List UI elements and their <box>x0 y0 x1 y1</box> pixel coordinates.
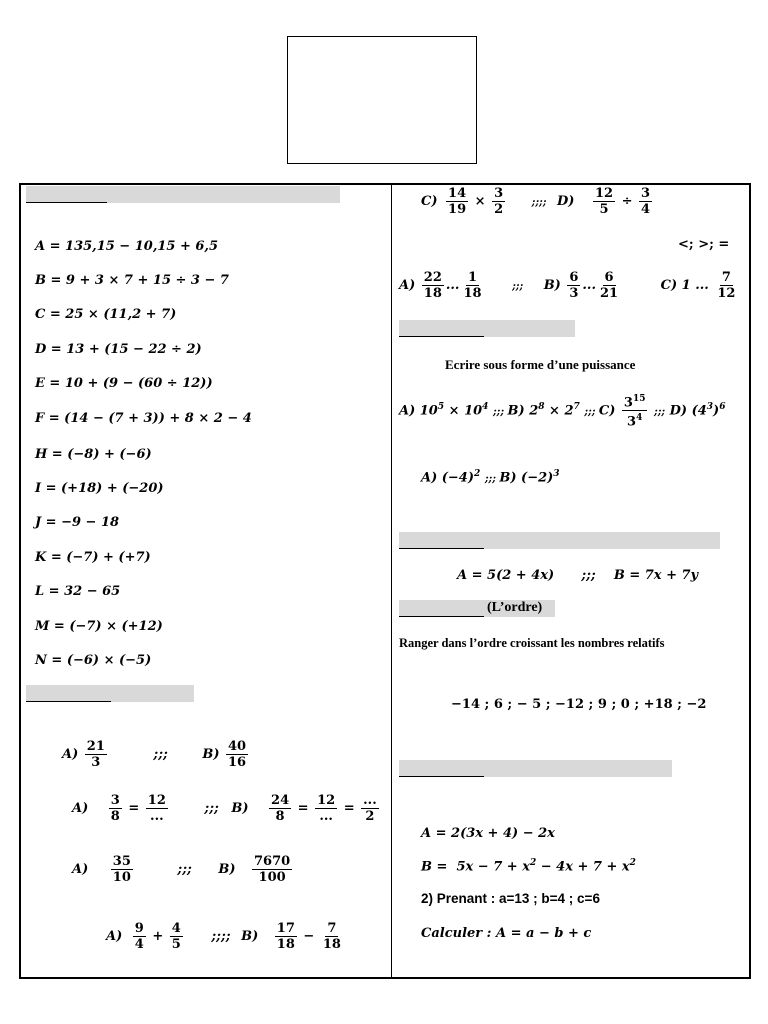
expr-n: N = (−6) × (−5) <box>35 653 152 668</box>
powers-instruction: Ecrire sous forme d’une puissance <box>445 357 636 372</box>
last-expr-a: A = 2(3x + 4) − 2x <box>421 826 555 841</box>
fraction-row-c-d: C) $\frac{14}{19}$ × $\frac{3}{2}$ ;;;; D) $\frac{12}{5}$ ÷ $\frac{3}{4}$ <box>421 186 651 217</box>
order-instruction: Ranger dans l’ordre croissant les nombres relatifs <box>399 636 665 650</box>
prenant-line: 2) Prenant : a=13 ; b=4 ; c=6 <box>421 891 600 906</box>
calculer-line: Calculer : A = a − b + c <box>421 926 592 941</box>
fraction-row-3: A) $\frac{35}{10}$ ;;; B) $\frac{7670}{100}$ <box>72 854 291 885</box>
section-header-bar-3 <box>399 320 575 337</box>
expr-i: I = (+18) + (−20) <box>35 481 164 496</box>
expand-line: A = 5(2 + 4x) ;;; B = 7x + 7y <box>457 568 699 583</box>
order-heading: (L’ordre) <box>487 600 543 615</box>
powers-line-1: A) $10^5 \times 10^4$ ;;; B) $2^8 \times 2^7$ ;;; C) $\frac{3^{15}}{3^4}$ ;;; D) $(4^3)^6$ <box>399 394 726 430</box>
expr-h: H = (−8) + (−6) <box>35 447 152 462</box>
fraction-row-2: A) $\frac{3}{8}$ = $\frac{12}{...}$ ;;; B) $\frac{24}{8}$ = $\frac{12}{...}$ = $\frac{...}{2}$ <box>72 793 377 824</box>
expr-d: D = 13 + (15 − 22 ÷ 2) <box>35 342 202 357</box>
expr-l: L = 32 − 65 <box>35 584 121 599</box>
column-divider <box>391 183 392 979</box>
fraction-row-4: A) $\frac{9}{4}$ + $\frac{4}{5}$ ;;;; B) $\frac{17}{18}$ − $\frac{7}{18}$ <box>106 921 341 952</box>
expr-b: B = 9 + 3 × 7 + 15 ÷ 3 − 7 <box>35 273 229 288</box>
expr-c: C = 25 × (11,2 + 7) <box>35 307 177 322</box>
expr-a: A = 135,15 − 10,15 + 6,5 <box>35 239 218 254</box>
logo-placeholder-box <box>287 36 477 164</box>
expr-m: M = (−7) × (+12) <box>35 619 163 634</box>
compare-symbols: <; >; = <box>678 237 730 252</box>
section-header-bar-6 <box>399 760 672 777</box>
expr-e: E = 10 + (9 − (60 ÷ 12)) <box>35 376 213 391</box>
section-header-bar-4 <box>399 532 720 549</box>
expr-j: J = −9 − 18 <box>35 515 120 530</box>
compare-row: A) $\frac{22}{18}$ ... $\frac{1}{18}$ ;;; B) $\frac{6}{3}$ ... $\frac{6}{21}$ C) 1 ... $\frac{7}{12}$ <box>399 270 736 301</box>
fraction-row-1: A) $\frac{21}{3}$ ;;; B) $\frac{40}{16}$ <box>62 739 247 770</box>
expr-k: K = (−7) + (+7) <box>35 550 151 565</box>
section-header-bar-1 <box>26 186 340 203</box>
last-expr-b: $B = 5x - 7 + x^2 - 4x + 7 + x^2$ <box>421 858 636 875</box>
order-numbers: −14 ; 6 ; − 5 ; −12 ; 9 ; 0 ; +18 ; −2 <box>451 697 707 712</box>
expr-f: F = (14 − (7 + 3)) + 8 × 2 − 4 <box>35 411 252 426</box>
powers-line-2: A) $(-4)^2$ ;;; B) $(-2)^3$ <box>421 469 560 486</box>
section-header-bar-2 <box>26 685 194 702</box>
